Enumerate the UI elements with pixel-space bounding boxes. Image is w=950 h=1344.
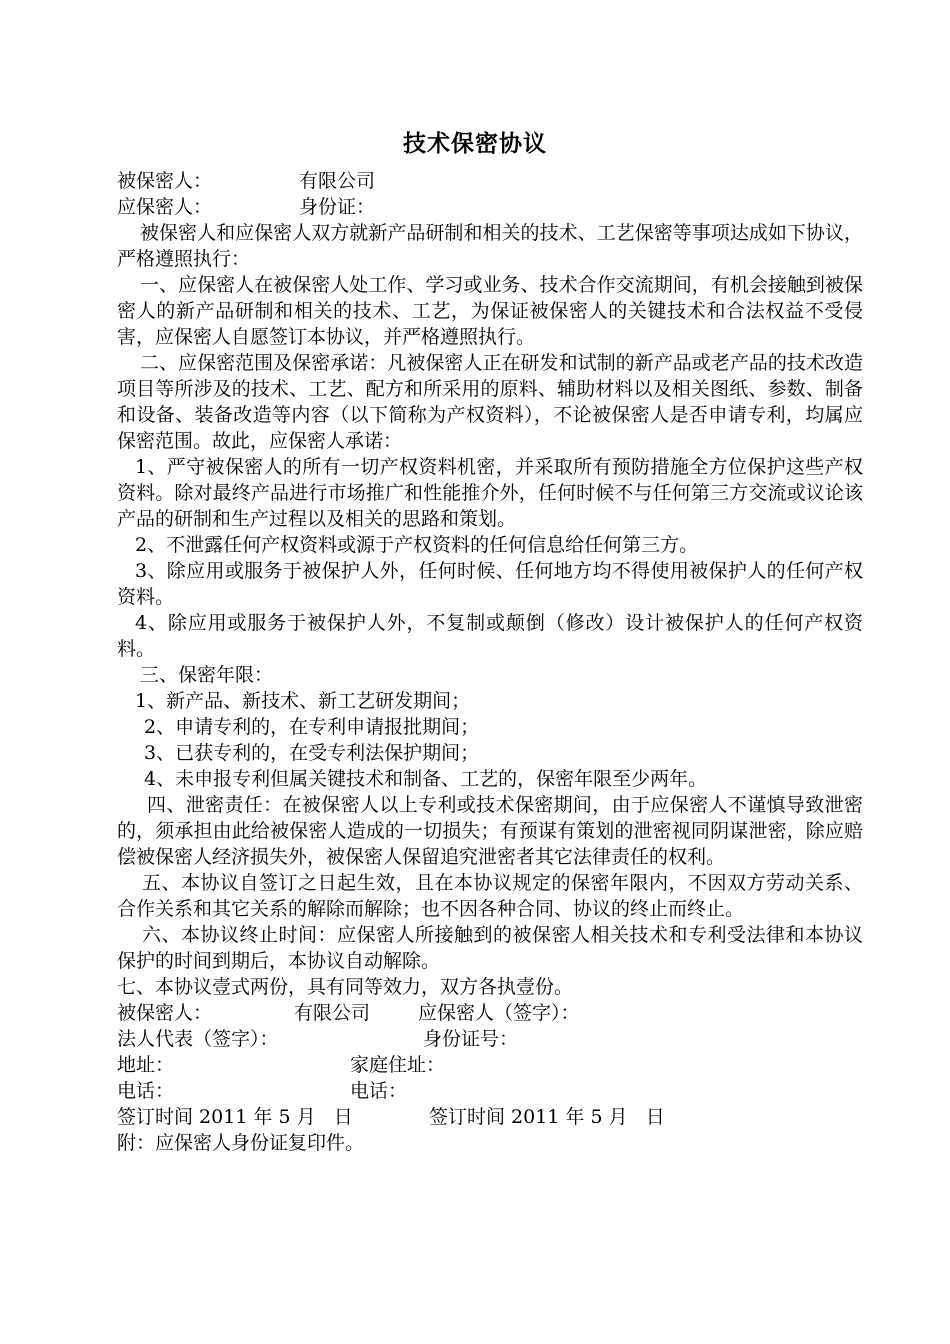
- legal-rep-signature: 法人代表（签字）：: [117, 1028, 279, 1050]
- home-address-label: 家庭住址：: [350, 1054, 446, 1076]
- sign-party-b-signature: 应保密人（签字）：: [418, 1002, 580, 1024]
- paragraph-1: 一、应保密人在被保密人处工作、学习或业务、技术合作交流期间，有机会接触到被保密人的新产品研制和相关的技术、工艺，为保证被保密人的关键技术和合法权益不受侵害，应保密人自愿签订本协议，并严格遵照执行。: [117, 274, 863, 348]
- party-b-label: 应保密人：: [117, 196, 213, 218]
- party-b-id-label: 身份证：: [299, 196, 376, 218]
- header-party-b-row: [117, 194, 863, 220]
- paragraph-7: 七、本协议壹式两份，具有同等效力，双方各执壹份。: [117, 976, 574, 998]
- signature-row-address: [117, 1052, 863, 1078]
- signature-row-legal: [117, 1026, 863, 1052]
- paragraph-2-item-3: 3、除应用或服务于被保护人外，任何时候、任何地方均不得使用被保护人的任何产权资料。: [117, 560, 863, 608]
- party-a-label: 被保密人：: [117, 170, 213, 192]
- paragraph-5: 五、本协议自签订之日起生效，且在本协议规定的保密年限内，不因双方劳动关系、合作关系和其它关系的解除而解除；也不因各种合同、协议的终止而终止。: [117, 872, 863, 920]
- paragraph-3-item-3: 3、已获专利的，在受专利法保护期间；: [144, 742, 480, 764]
- address-label: 地址：: [117, 1054, 175, 1076]
- sign-date-b: 签订时间 2011 年 5 月 日: [429, 1106, 665, 1128]
- header-party-a-row: [117, 168, 863, 194]
- paragraph-2-item-1: 1、严守被保密人的所有一切产权资料机密，并采取所有预防措施全方位保护这些产权资料。除对最终产品进行市场推广和性能推介外，任何时候不与任何第三方交流或议论该产品的研制和生产过程以及相关的思路和策划。: [117, 456, 863, 530]
- sign-party-a-label: 被保密人：: [117, 1002, 213, 1024]
- party-a-value: 有限公司: [299, 170, 376, 192]
- id-number-label: 身份证号：: [423, 1028, 519, 1050]
- paragraph-3: 三、保密年限：: [140, 664, 274, 686]
- phone-a-label: 电话：: [117, 1080, 175, 1102]
- paragraph-3-item-2: 2、申请专利的，在专利申请报批期间；: [144, 716, 480, 738]
- paragraph-3-item-1: 1、新产品、新技术、新工艺研发期间；: [135, 690, 471, 712]
- attachment-note: 附：应保密人身份证复印件。: [117, 1132, 365, 1154]
- document-body: [117, 168, 863, 1156]
- paragraph-intro: 被保密人和应保密人双方就新产品研制和相关的技术、工艺保密等事项达成如下协议，严格遵照执行：: [117, 222, 863, 270]
- paragraph-6: 六、本协议终止时间：应保密人所接触到的被保密人相关技术和专利受法律和本协议保护的时间到期后，本协议自动解除。: [117, 924, 863, 972]
- phone-b-label: 电话：: [350, 1080, 408, 1102]
- paragraph-2-item-2: 2、不泄露任何产权资料或源于产权资料的任何信息给任何第三方。: [135, 534, 699, 556]
- paragraph-4: 四、泄密责任：在被保密人以上专利或技术保密期间，由于应保密人不谨慎导致泄密的，须承担由此给被保密人造成的一切损失；有预谋有策划的泄密视同阴谋泄密，除应赔偿被保密人经济损失外，被保密人保留追究泄密者其它法律责任的权利。: [117, 794, 863, 868]
- document-title: 技术保密协议: [403, 131, 547, 157]
- paragraph-2: 二、应保密范围及保密承诺：凡被保密人正在研发和试制的新产品或老产品的技术改造项目等所涉及的技术、工艺、配方和所采用的原料、辅助材料以及相关图纸、参数、制备和设备、装备改造等内容（以下简称为产权资料），不论被保密人是否申请专利，均属应保密范围。故此，应保密人承诺：: [117, 352, 863, 452]
- signature-row-parties: [117, 1000, 863, 1026]
- sign-date-a: 签订时间 2011 年 5 月 日: [117, 1106, 353, 1128]
- paragraph-2-item-4: 4、除应用或服务于被保护人外，不复制或颠倒（修改）设计被保护人的任何产权资料。: [117, 612, 863, 660]
- sign-party-a-value: 有限公司: [294, 1002, 371, 1024]
- paragraph-3-item-4: 4、未申报专利但属关键技术和制备、工艺的，保密年限至少两年。: [144, 768, 708, 790]
- signature-row-phone: [117, 1078, 863, 1104]
- signature-row-date: [117, 1104, 863, 1130]
- attachment-row: [117, 1130, 863, 1156]
